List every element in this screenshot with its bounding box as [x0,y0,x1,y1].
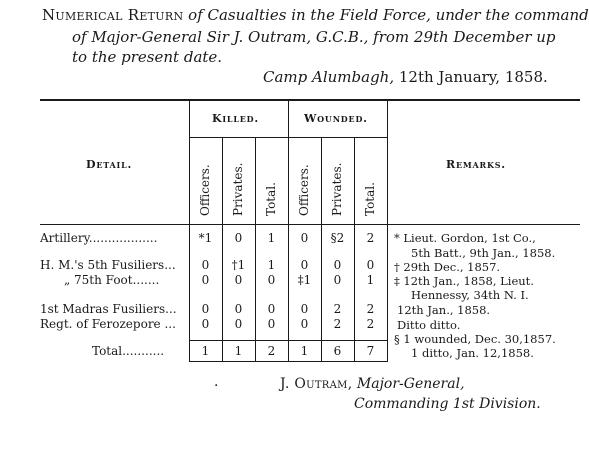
row-label-ferozepore: Regt. of Ferozepore ... [40,317,176,331]
cell-75th-killed-total: 0 [267,273,276,287]
camp-dateline [263,68,548,86]
cell-5th-wounded-officers: 0 [300,258,309,272]
cell-ferozepore-wounded-total: 2 [366,317,375,331]
camp-name: Camp Alumbagh, [263,68,395,86]
table-header-rule [40,224,580,225]
cell-artillery-killed-total: 1 [267,231,276,245]
signature-line1 [280,376,465,392]
total-bottom-rule [189,361,387,362]
cell-75th-killed-officers: 0 [201,273,210,287]
row-label-artillery: Artillery.................. [40,231,158,245]
subheader-killed-officers: Officers. [198,164,212,216]
cell-5th-killed-privates: †1 [231,258,246,272]
document-title-line3: to the present date. [72,48,223,66]
cell-madras-killed-total: 0 [267,302,276,316]
row-label-5th-fusiliers: H. M.'s 5th Fusiliers... [40,258,176,272]
cell-madras-wounded-privates: 2 [333,302,342,316]
subheader-wounded-privates: Privates. [330,162,344,216]
cell-total-killed-privates: 1 [234,344,243,358]
cell-artillery-wounded-total: 2 [366,231,375,245]
row-label-75th-foot: „ 75th Foot....... [64,273,160,287]
cell-artillery-killed-privates: 0 [234,231,243,245]
cell-ferozepore-killed-total: 0 [267,317,276,331]
remark-line: 5th Batt., 9th Jan., 1858. [411,246,556,260]
cell-5th-wounded-privates: 0 [333,258,342,272]
subheader-killed-total: Total. [264,182,278,216]
remark-line: § 1 wounded, Dec. 30,1857. [394,332,556,346]
remark-line: Hennessy, 34th N. I. [411,288,529,302]
camp-date: 12th January, 1858. [394,68,548,86]
document-title-line1 [42,6,589,24]
subheader-killed-privates: Privates. [231,162,245,216]
cell-5th-killed-officers: 0 [201,258,210,272]
cell-total-wounded-officers: 1 [300,344,309,358]
title-italic: of Casualties in the Field Force, under the command [183,6,589,24]
remark-line: * Lieut. Gordon, 1st Co., [394,231,536,245]
cell-madras-wounded-officers: 0 [300,302,309,316]
cell-total-killed-officers: 1 [201,344,210,358]
cell-total-wounded-privates: 6 [333,344,342,358]
subheader-wounded-officers: Officers. [297,164,311,216]
total-top-rule [189,340,387,341]
cell-artillery-wounded-privates: §2 [330,231,345,245]
title-caps: Numerical Return [42,6,184,24]
remark-line: 12th Jan., 1858. [397,303,491,317]
remark-line: ‡ 12th Jan., 1858, Lieut. [394,274,534,288]
cell-5th-wounded-total: 0 [366,258,375,272]
cell-artillery-wounded-officers: 0 [300,231,309,245]
table-top-rule [40,99,580,101]
cell-ferozepore-wounded-privates: 2 [333,317,342,331]
cell-madras-killed-officers: 0 [201,302,210,316]
stray-mark: · [214,378,219,394]
wounded-group-rule [288,137,387,138]
cell-madras-killed-privates: 0 [234,302,243,316]
signature-command: Commanding 1st Division. [354,396,541,412]
remark-line: Ditto ditto. [397,318,461,332]
cell-ferozepore-wounded-officers: 0 [300,317,309,331]
killed-group-rule [189,137,288,138]
cell-75th-wounded-privates: 0 [333,273,342,287]
signature-rank: Major-General, [352,376,465,392]
remark-line: † 29th Dec., 1857. [394,260,501,274]
cell-artillery-killed-officers: *1 [198,231,213,245]
cell-5th-killed-total: 1 [267,258,276,272]
cell-75th-wounded-total: 1 [366,273,375,287]
signature-name: J. Outram, [280,376,353,392]
divider-wounded [387,100,388,362]
cell-ferozepore-killed-officers: 0 [201,317,210,331]
cell-total-wounded-total: 7 [366,344,375,358]
cell-75th-killed-privates: 0 [234,273,243,287]
header-detail: Detail. [86,158,133,171]
remark-line: 1 ditto, Jan. 12,1858. [411,346,534,360]
document-title-line2: of Major-General Sir J. Outram, G.C.B., from 29th December up [72,28,556,46]
row-label-total: Total........... [92,344,165,358]
subheader-wounded-total: Total. [363,182,377,216]
cell-ferozepore-killed-privates: 0 [234,317,243,331]
header-remarks: Remarks. [446,158,506,171]
cell-madras-wounded-total: 2 [366,302,375,316]
row-label-madras-fusiliers: 1st Madras Fusiliers... [40,302,177,316]
header-wounded: Wounded. [304,112,368,125]
cell-75th-wounded-officers: ‡1 [297,273,312,287]
cell-total-killed-total: 2 [267,344,276,358]
header-killed: Killed. [212,112,260,125]
